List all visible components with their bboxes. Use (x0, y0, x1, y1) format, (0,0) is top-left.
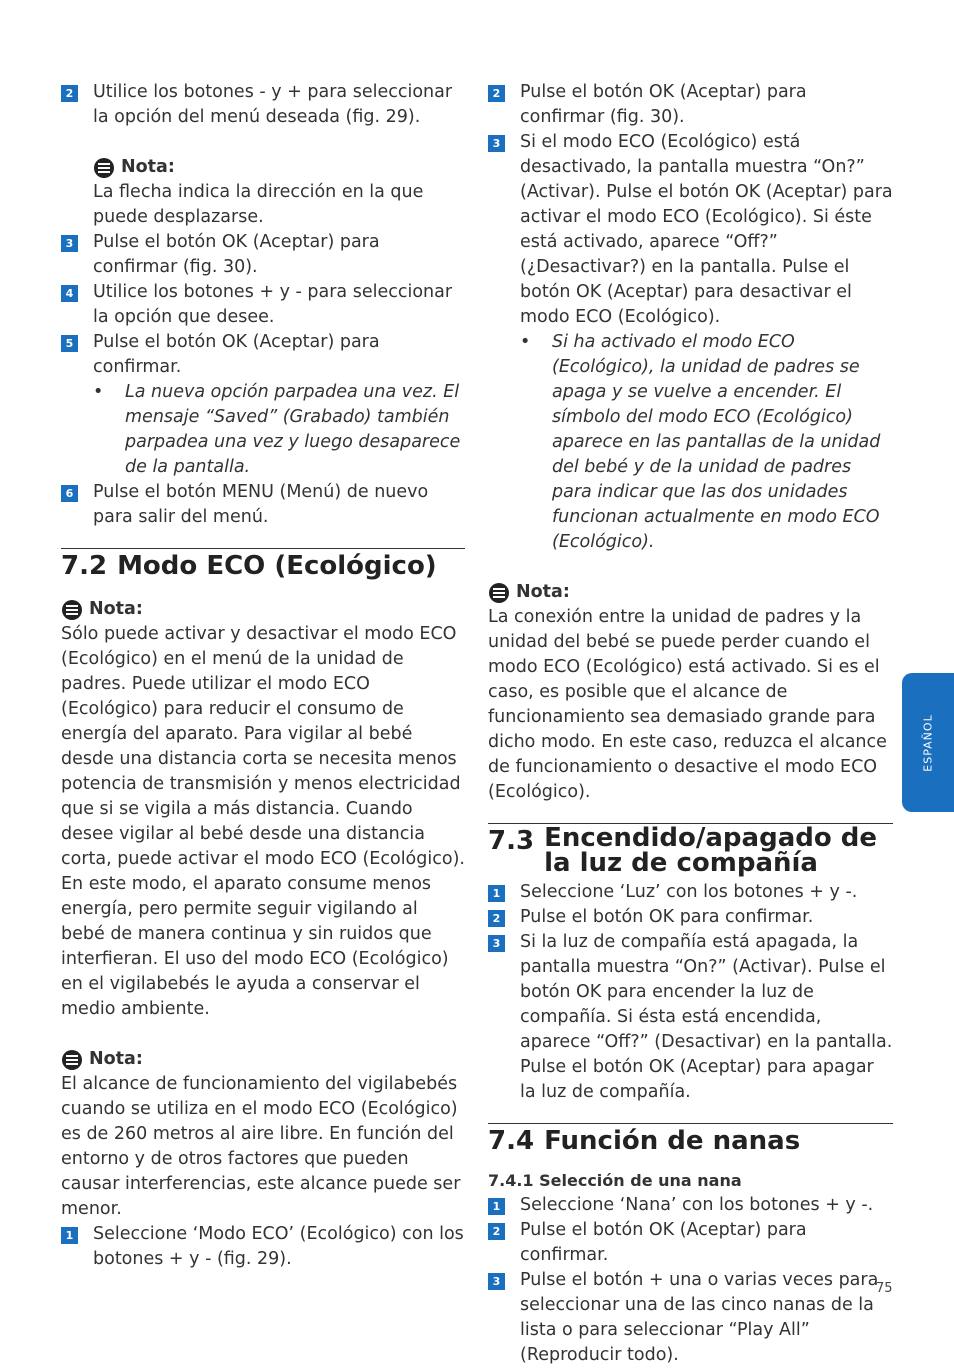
step-text: Pulse el botón OK (Aceptar) para confirmar. (93, 332, 380, 377)
step-text: Pulse el botón MENU (Menú) de nuevo para salir del menú. (93, 482, 429, 527)
section-rule (488, 1123, 893, 1124)
step-item (488, 880, 893, 905)
note-icon (61, 1049, 83, 1071)
step-number: 2 (488, 910, 505, 927)
step-number: 6 (61, 485, 78, 502)
step-number: 2 (488, 1223, 505, 1240)
step-text: Pulse el botón OK para confirmar. (520, 907, 814, 927)
step-text: Pulse el botón OK (Aceptar) para confirmar. (520, 1220, 807, 1265)
step-number: 2 (61, 85, 78, 102)
section-number: 7.3 (488, 826, 535, 856)
step-number: 5 (61, 335, 78, 352)
section-heading: Función de nanas (544, 1126, 801, 1156)
note-label: Nota: (516, 582, 570, 602)
step-item (61, 330, 465, 380)
bullet-item (61, 380, 465, 480)
note-block (61, 597, 465, 1022)
step-text: Pulse el botón OK (Aceptar) para confirmar (fig. 30). (520, 82, 807, 127)
bullet-item (488, 330, 893, 555)
step-item (488, 1218, 893, 1268)
step-item (488, 1193, 893, 1218)
page-number: 75 (876, 1281, 893, 1296)
bullet-text: Si ha activado el modo ECO (Ecológico), la unidad de padres se apaga y se vuelve a encender. El símbolo del modo ECO (Ecológico) aparece en las pantallas de la unidad del bebé y de la unidad de padres para indicar que las dos unidades funcionan actualmente en modo ECO (Ecológico). (552, 332, 881, 552)
section-title (488, 1126, 893, 1156)
note-heading (61, 597, 465, 622)
note-text: La conexión entre la unidad de padres y la unidad del bebé se puede perder cuando el modo ECO (Ecológico) está activado. Si es el caso, es posible que el alcance de funcionamiento sea demasiado grande para dicho modo. En este caso, reduzca el alcance de funcionamiento o desactive el modo ECO (Ecológico). (488, 607, 887, 802)
step-text: Pulse el botón + una o varias veces para seleccionar una de las cinco nanas de la lista o para seleccionar “Play All” (Reproducir todo). (520, 1270, 879, 1365)
step-text: Pulse el botón OK (Aceptar) para confirmar (fig. 30). (93, 232, 380, 277)
step-text: Si la luz de compañía está apagada, la pantalla muestra “On?” (Activar). Pulse el botón OK para encender la luz de compañía. Si ésta está encendida, aparece “Off?” (Desactivar) en la pantalla. Pulse el botón OK (Aceptar) para apagar la luz de compañía. (520, 932, 893, 1102)
step-text: Seleccione ‘Luz’ con los botones + y -. (520, 882, 858, 902)
note-text: Sólo puede activar y desactivar el modo ECO (Ecológico) en el menú de la unidad de padres. Puede utilizar el modo ECO (Ecológico) para reducir el consumo de energía del aparato. Para vigilar al bebé desde una distancia corta se necesita menos potencia de transmisión y menos electricidad que si se vigila a más distancia. Cuando desee vigilar al bebé desde una distancia corta, puede activar el modo ECO (Ecológico). En este modo, el aparato consume menos energía, pero permite seguir vigilando al bebé de manera continua y sin ruidos que interfieran. El uso del modo ECO (Ecológico) en el vigilabebés le ayuda a conservar el medio ambiente. (61, 624, 465, 1019)
section-number: 7.2 (61, 551, 108, 581)
note-icon (61, 599, 83, 621)
note-block (488, 580, 893, 805)
step-number: 1 (61, 1227, 78, 1244)
step-text: Utilice los botones + y - para seleccionar la opción que desee. (93, 282, 453, 327)
section-number: 7.4 (488, 1126, 535, 1156)
section-heading: Modo ECO (Ecológico) (117, 551, 437, 581)
step-text: Si el modo ECO (Ecológico) está desactivado, la pantalla muestra “On?” (Activar). Pulse el botón OK (Aceptar) para activar el modo ECO (Ecológico). Si éste está activado, aparece “Off?” (¿Desactivar?) en la pantalla. Pulse el botón OK (Aceptar) para desactivar el modo ECO (Ecológico). (520, 132, 893, 327)
step-item (488, 930, 893, 1105)
note-heading (61, 1047, 465, 1072)
note-label: Nota: (121, 157, 175, 177)
section-title (61, 551, 465, 581)
left-column (61, 80, 465, 1272)
section-title (488, 823, 893, 878)
section-rule (61, 548, 465, 549)
step-item (61, 80, 465, 130)
step-number: 3 (488, 1273, 505, 1290)
note-block (61, 1047, 465, 1222)
language-label: ESPAÑOL (921, 714, 935, 772)
subsection-title: 7.4.1 Selección de una nana (488, 1171, 742, 1190)
note-label: Nota: (89, 1049, 143, 1069)
note-icon (488, 582, 510, 604)
step-item (61, 230, 465, 280)
step-item (488, 130, 893, 330)
note-text: El alcance de funcionamiento del vigilabebés cuando se utiliza en el modo ECO (Ecológico) es de 260 metros al aire libre. En función del entorno y de otros factores que pueden causar interferencias, este alcance puede ser menor. (61, 1074, 461, 1219)
note-block (61, 155, 465, 230)
step-number: 2 (488, 85, 505, 102)
section-heading: Encendido/apagado de la luz de compañía (544, 823, 878, 878)
step-number: 3 (61, 235, 78, 252)
step-number: 1 (488, 885, 505, 902)
note-heading (93, 155, 465, 180)
language-side-tab (902, 673, 954, 812)
step-item (61, 280, 465, 330)
step-text: Seleccione ‘Nana’ con los botones + y -. (520, 1195, 874, 1215)
step-number: 3 (488, 935, 505, 952)
step-number: 4 (61, 285, 78, 302)
note-icon (93, 157, 115, 179)
note-label: Nota: (89, 599, 143, 619)
step-item (61, 1222, 465, 1272)
step-number: 1 (488, 1198, 505, 1215)
right-column (488, 80, 893, 1368)
bullet-text: La nueva opción parpadea una vez. El mensaje “Saved” (Grabado) también parpadea una vez y luego desaparece de la pantalla. (125, 382, 461, 477)
step-number: 3 (488, 135, 505, 152)
step-item (488, 1268, 893, 1368)
bullet-dot: • (93, 382, 104, 402)
note-text: La flecha indica la dirección en la que puede desplazarse. (93, 182, 424, 227)
note-heading (488, 580, 893, 605)
step-text: Utilice los botones - y + para seleccionar la opción del menú deseada (fig. 29). (93, 82, 453, 127)
bullet-dot: • (520, 332, 531, 352)
step-item (488, 905, 893, 930)
step-item (488, 80, 893, 130)
step-text: Seleccione ‘Modo ECO’ (Ecológico) con los botones + y - (fig. 29). (93, 1224, 464, 1269)
step-item (61, 480, 465, 530)
